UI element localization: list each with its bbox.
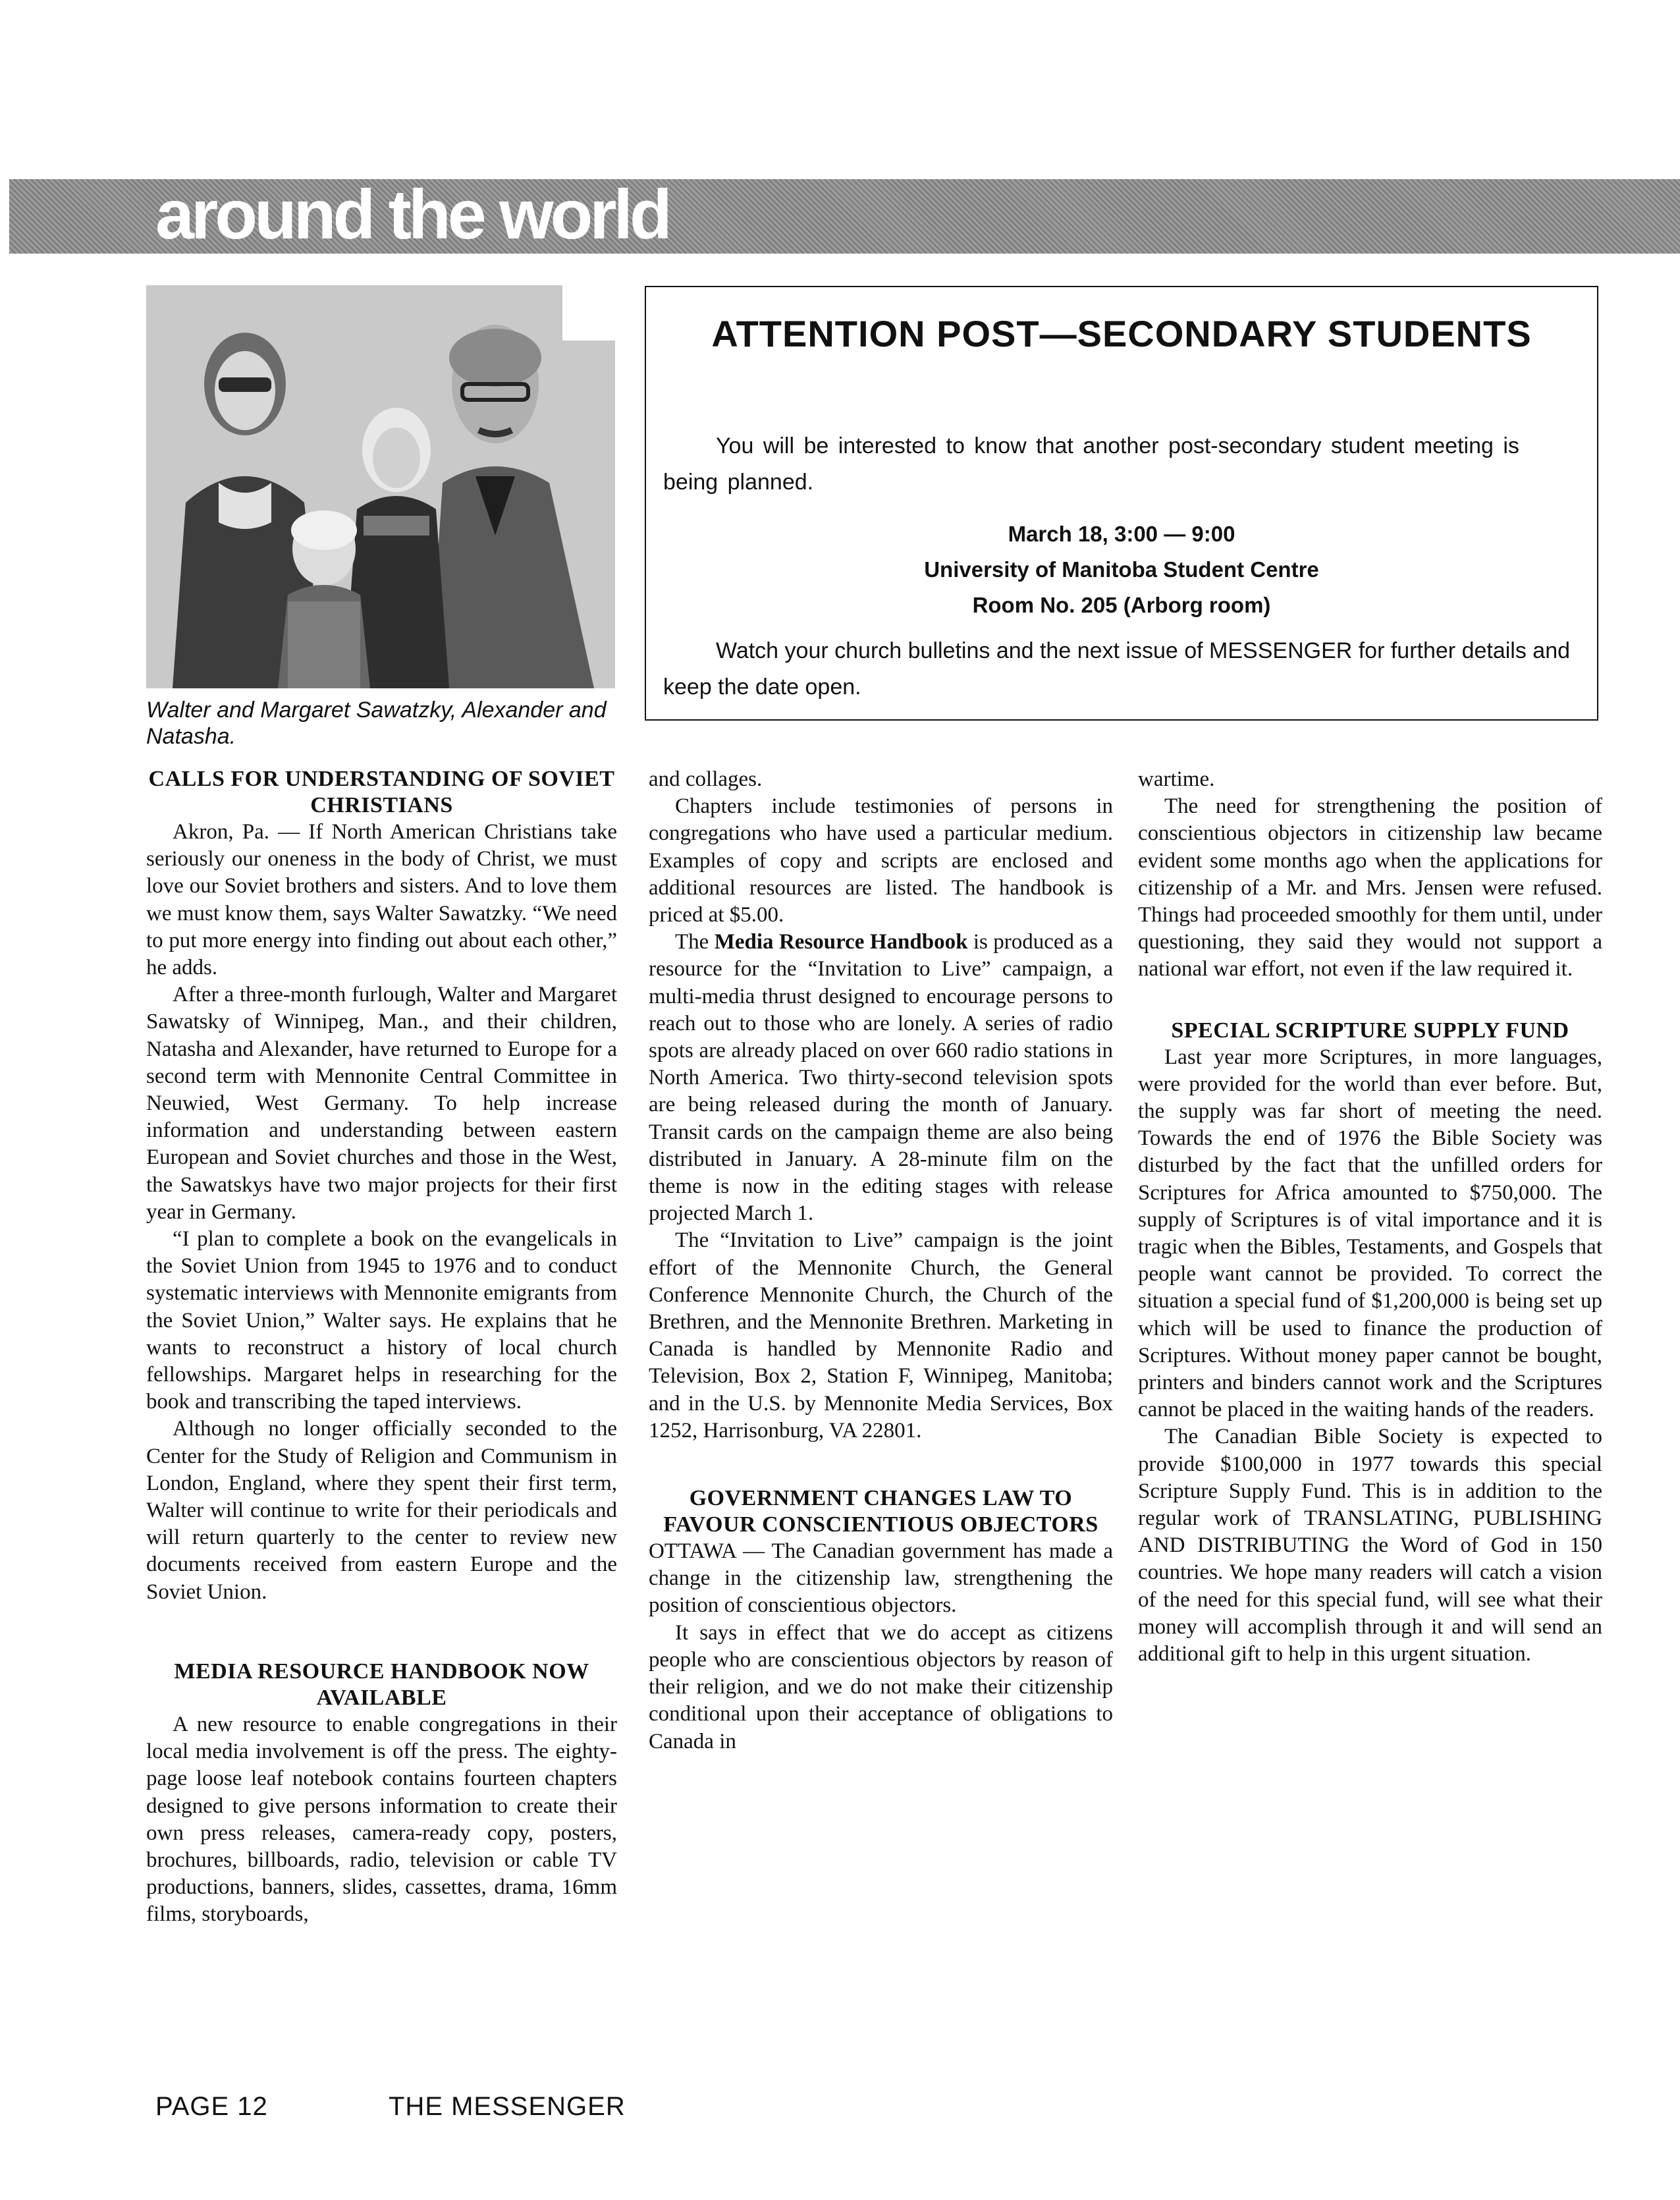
media-p3-rest: is produced as a resource for the “Invitation to Live” campaign, a multi-media thrust designed to encourage persons to reach out to those who are lonely. A series of radio spots are already placed on over 660 radio stations in North America. Two thirty-second television spots are being released during the month of January. Transit cards on the campaign theme are also being distributed in January. A 28-minute film on the theme is now in the editing stages with release projected March 1. [649,930,1114,1226]
photo-caption: Walter and Margaret Sawatzky, Alexander and Natasha. [146,698,607,749]
media-paragraph: The “Invitation to Live” campaign is the joint effort of the Mennonite Church, the General Conference Mennonite Church, the Church of the Brethren, and the Mennonite Brethren. Marketing in Canada is handled by Mennonite Radio and Television, Box 2, Station F, Winnipeg, Manitoba; and in the U.S. by Mennonite Media Services, Box 1252, Harrisonburg, VA 22801. [649,1228,1113,1443]
column-1 [146,766,617,1929]
notice-title: ATTENTION POST—SECONDARY STUDENTS [711,313,1532,354]
law-paragraph: OTTAWA — The Canadian government has made a change in the citizenship law, strengthening the position of conscientious objectors. [649,1539,1113,1618]
article-spacer [649,1444,1113,1485]
soviet-paragraph: “I plan to complete a book on the evangelicals in the Soviet Union from 1945 to 1976 and to conduct systematic interviews with Mennonite emigrants from the Soviet Union,” Walter says. He explains that he wants to reconstruct a history of local church fellowships. Margaret helps in researching for the book and transcribing the taped interviews. [146,1227,617,1414]
article-spacer [1138,983,1602,1018]
soviet-paragraph: Although no longer officially seconded to the Center for the Study of Religion and Communism in London, England, where they spent their first term, Walter will continue to write for their periodicals and will return quarterly to the center to review new documents received from eastern Europe and the Soviet Union. [146,1417,617,1604]
publication-name: THE MESSENGER [389,2092,626,2121]
photo-corner-mark [562,285,615,341]
media-paragraph [649,929,1113,1227]
media-heading: MEDIA RESOURCE HANDBOOK NOW AVAILABLE [174,1659,589,1710]
soviet-paragraph: Akron, Pa. — If North American Christians take seriously our oneness in the body of Christ, we must love our Soviet brothers and sisters. And to love them we must know them, says Walter Sawatzky. “We need to put more energy into finding out about each other,” he adds. [146,820,617,980]
soviet-paragraph: After a three-month furlough, Walter and Margaret Sawatsky of Winnipeg, Man., and their children, Natasha and Alexander, have returned to Europe for a second term with Mennonite Central Committee in Neuwied, West Germany. To help increase information and understanding between eastern European and Soviet churches and those in the West, the Sawatskys have two major projects for their first year in Germany. [146,983,617,1224]
law-paragraph: The need for strengthening the position of conscientious objectors in citizenship law became evident some months ago when the applications for citizenship of a Mr. and Mrs. Jensen were refused. Things had proceeded smoothly for them until, under questioning, they said they would not support a national war effort, not even if the law required it. [1138,794,1602,981]
notice-room: Room No. 205 (Arborg room) [972,593,1271,617]
column-2 [649,766,1113,1755]
law-heading: GOVERNMENT CHANGES LAW TO FAVOUR CONSCIENTIOUS OBJECTORS [663,1486,1098,1537]
scripture-heading: SPECIAL SCRIPTURE SUPPLY FUND [1171,1018,1569,1043]
law-paragraph: It says in effect that we do accept as citizens people who are conscientious objectors by reason of their religion, and we do not make their citizenship conditional upon their acceptance of obligations to Canada in [649,1620,1113,1753]
column-3 [1138,766,1602,1668]
family-photo-illustration [146,285,615,688]
attention-notice-box [645,286,1598,721]
media-paragraph: Chapters include testimonies of persons in congregations who have used a particular medium. Examples of copy and scripts are enclosed and additional resources are listed. The handbook is priced at $5.00. [649,794,1113,927]
media-p3-lead: The [675,930,709,954]
law-paragraph-continued: wartime. [1138,767,1215,791]
notice-outro: Watch your church bulletins and the next issue of MESSENGER for further details and keep the date open. [663,638,1571,700]
scripture-paragraph: The Canadian Bible Society is expected to provide $100,000 in 1977 towards this special Scripture Supply Fund. This is in addition to the regular work of TRANSLATING, PUBLISHING AND DISTRIBUTING the Word of God in 150 countries. We hope many readers will catch a vision of the need for this special fund, will see what their money will accomplish through it and will send an additional gift to help in this urgent situation. [1138,1425,1602,1666]
notice-venue: University of Manitoba Student Centre [924,557,1319,582]
media-paragraph: A new resource to enable congregations in their local media involvement is off the press. The eighty-page loose leaf notebook contains fourteen chapters designed to give persons information to create their own press releases, camera-ready copy, posters, brochures, billboards, radio, television or cable TV productions, banners, slides, cassettes, drama, 16mm films, storyboards, [146,1712,617,1927]
section-title: around the world [155,176,669,254]
handbook-title: Media Resource Handbook [714,930,968,954]
page-number: PAGE 12 [155,2092,268,2121]
media-paragraph-continued: and collages. [649,767,763,791]
notice-intro: You will be interested to know that another post-secondary student meeting is being planned. [663,433,1519,495]
scripture-paragraph: Last year more Scriptures, in more languages, were provided for the world than ever before. But, the supply was far short of meeting the need. Towards the end of 1976 the Bible Society was disturbed by the fact that the unfilled orders for Scriptures for Africa amounted to $750,000. The supply of Scriptures is of vital importance and it is tragic when the Bibles, Testaments, and Gospels that people want cannot be provided. To correct the situation a special fund of $1,200,000 is being set up which will be used to finance the production of Scriptures. Without money paper cannot be bought, printers and binders cannot work and the Scriptures cannot be placed in the waiting hands of the readers. [1138,1045,1602,1422]
soviet-heading: CALLS FOR UNDERSTANDING OF SOVIET CHRISTIANS [148,767,615,817]
family-photo [146,285,615,688]
article-spacer [146,1606,617,1659]
notice-date-time: March 18, 3:00 — 9:00 [1008,522,1235,546]
